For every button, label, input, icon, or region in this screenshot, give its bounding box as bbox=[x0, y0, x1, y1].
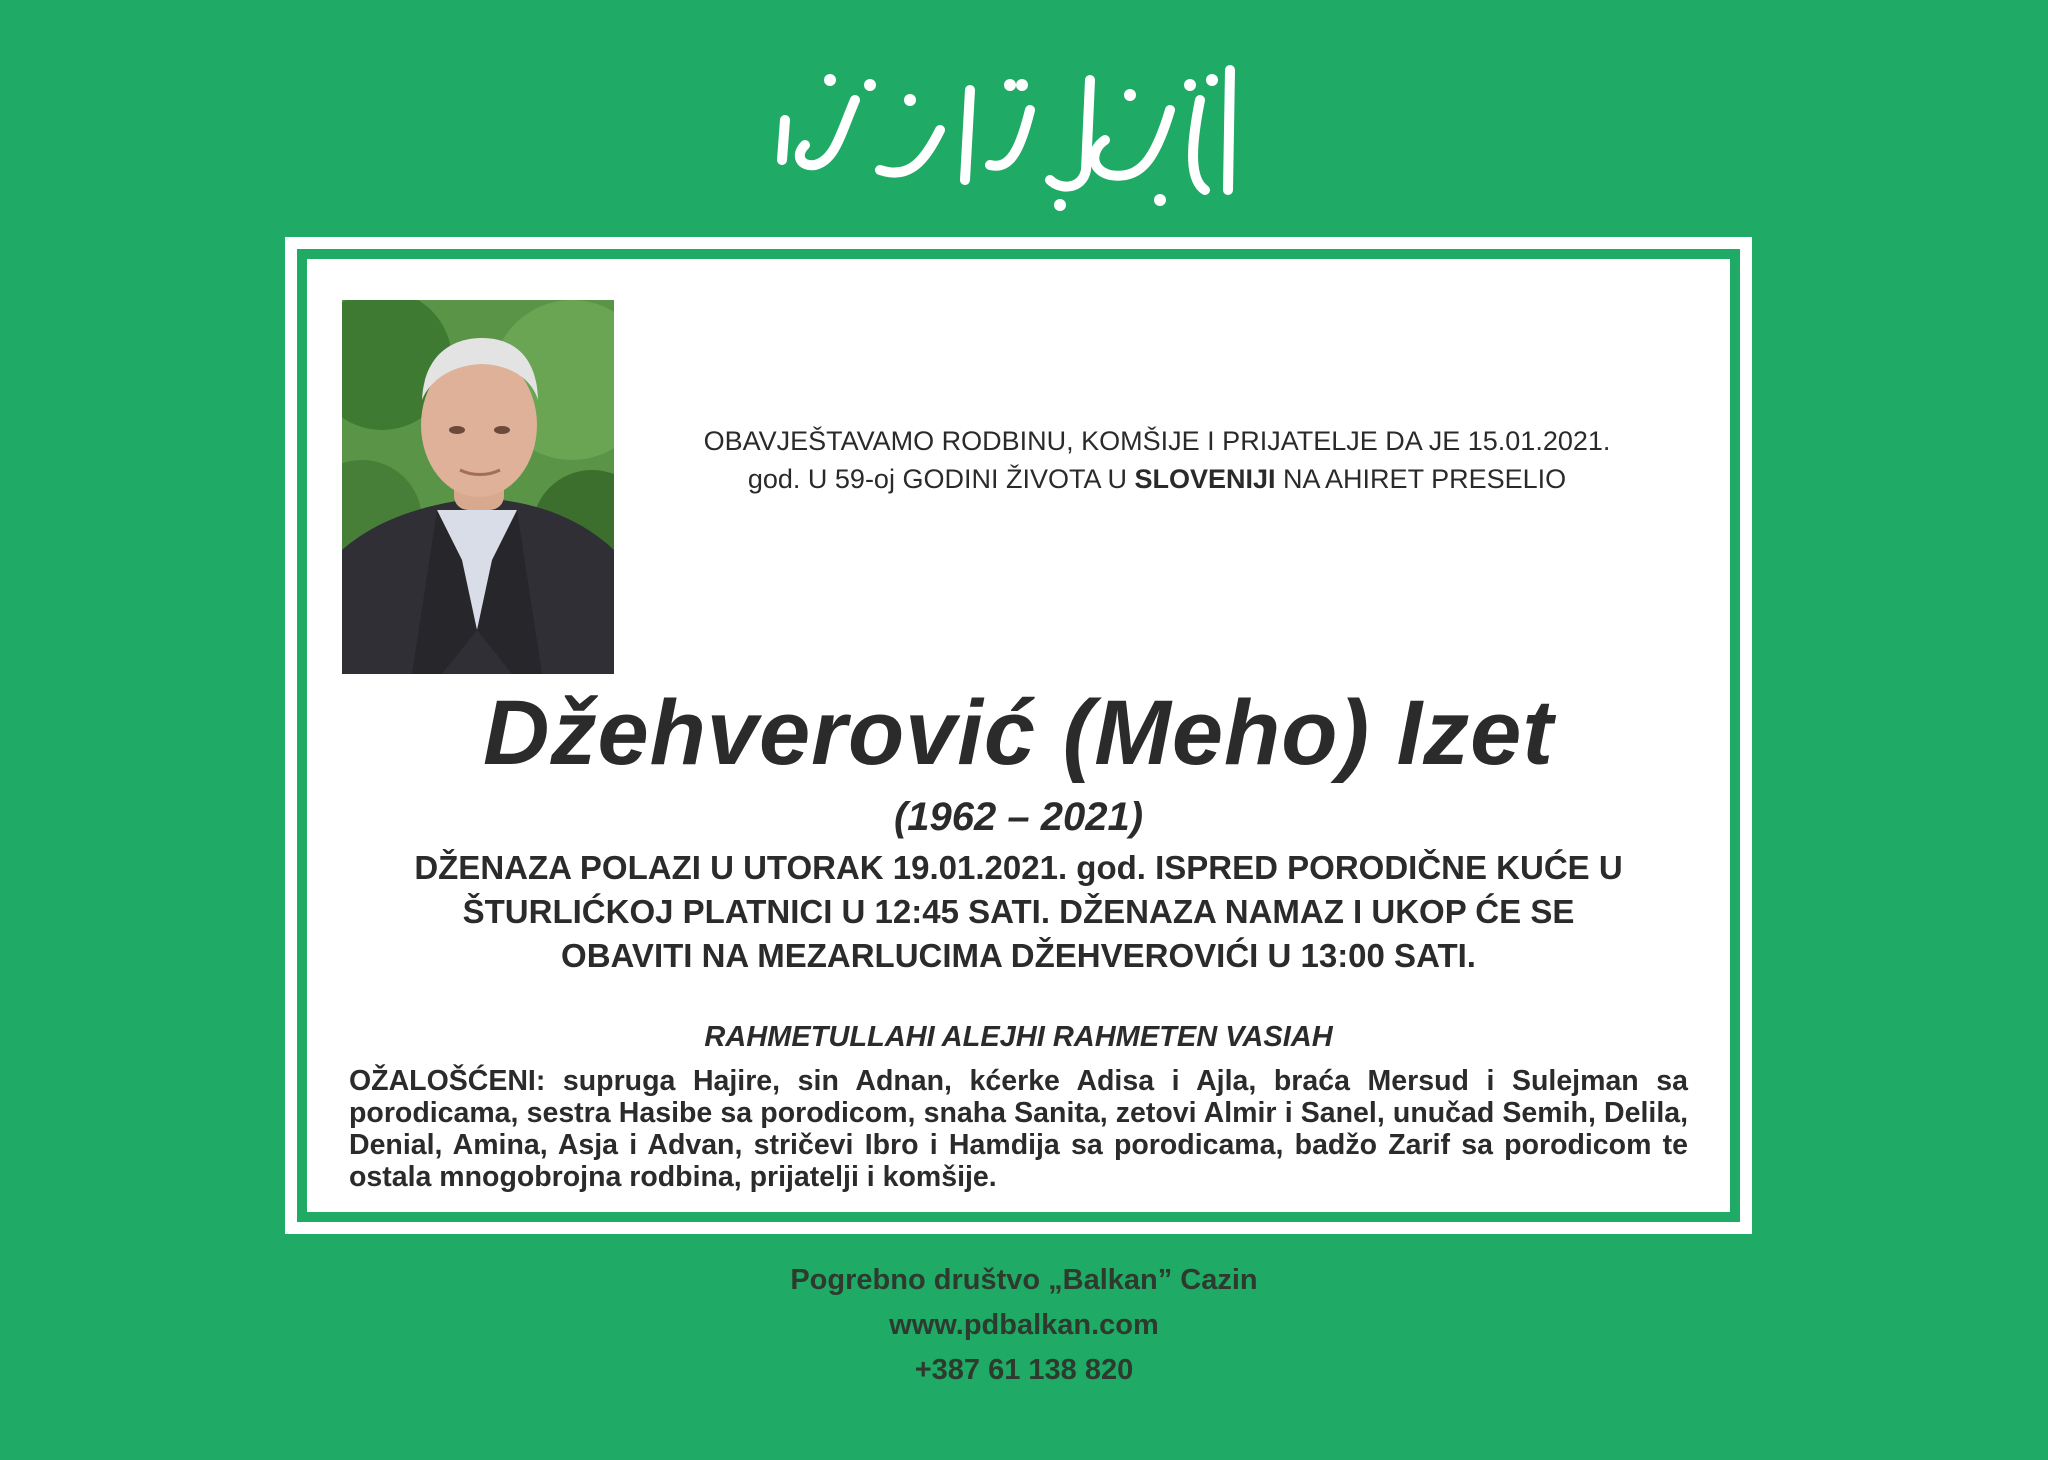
prayer-text: RAHMETULLAHI ALEJHI RAHMETEN VASIAH bbox=[704, 1021, 1333, 1053]
announcement-line-2 bbox=[627, 460, 1687, 498]
announcement-country: SLOVENIJI bbox=[1134, 464, 1276, 494]
funeral-line-1: DŽENAZA POLAZI U UTORAK 19.01.2021. god. ISPRED PORODIČNE KUĆE U bbox=[414, 849, 1623, 886]
portrait-photo bbox=[342, 300, 614, 674]
company-name: Pogrebno društvo „Balkan” Cazin bbox=[790, 1264, 1258, 1296]
mourners-list: OŽALOŠĆENI: supruga Hajire, sin Adnan, kćerke Adisa i Ajla, braća Mersud i Sulejman sa porodicama, sestra Hasibe sa porodicom, snaha Sanita, zetovi Almir i Sanel, unučad Semih, Delila, Denial, Amina, Asja i Advan, stričevi Ibro i Hamdija sa porodicama, badžo Zarif sa porodicom te ostala mnogobrojna rodbina, prijatelji i komšije. bbox=[349, 1065, 1688, 1193]
arabic-calligraphy-icon bbox=[760, 40, 1290, 220]
announcement-line-1: OBAVJEŠTAVAMO RODBINU, KOMŠIJE I PRIJATELJE DA JE 15.01.2021. bbox=[703, 426, 1611, 456]
notice-frame bbox=[285, 237, 1752, 1234]
deceased-name: Džehverović (Meho) Izet bbox=[483, 682, 1554, 784]
life-years: (1962 – 2021) bbox=[893, 795, 1144, 839]
funeral-details bbox=[367, 846, 1670, 978]
funeral-home-footer bbox=[0, 1258, 2048, 1393]
funeral-line-3: OBAVITI NA MEZARLUCIMA DŽEHVEROVIĆI U 13:00 SATI. bbox=[561, 937, 1476, 974]
announcement-line-2a: god. U 59-oj GODINI ŽIVOTA U bbox=[747, 464, 1135, 494]
notice-paper bbox=[307, 259, 1730, 1212]
funeral-line-2: ŠTURLIĆKOJ PLATNICI U 12:45 SATI. DŽENAZA NAMAZ I UKOP ĆE SE bbox=[462, 893, 1575, 930]
phone-number[interactable]: +387 61 138 820 bbox=[914, 1354, 1134, 1386]
website-link[interactable]: www.pdbalkan.com bbox=[889, 1309, 1159, 1341]
announcement-line-2c: NA AHIRET PRESELIO bbox=[1275, 464, 1567, 494]
announcement-text bbox=[627, 422, 1687, 498]
